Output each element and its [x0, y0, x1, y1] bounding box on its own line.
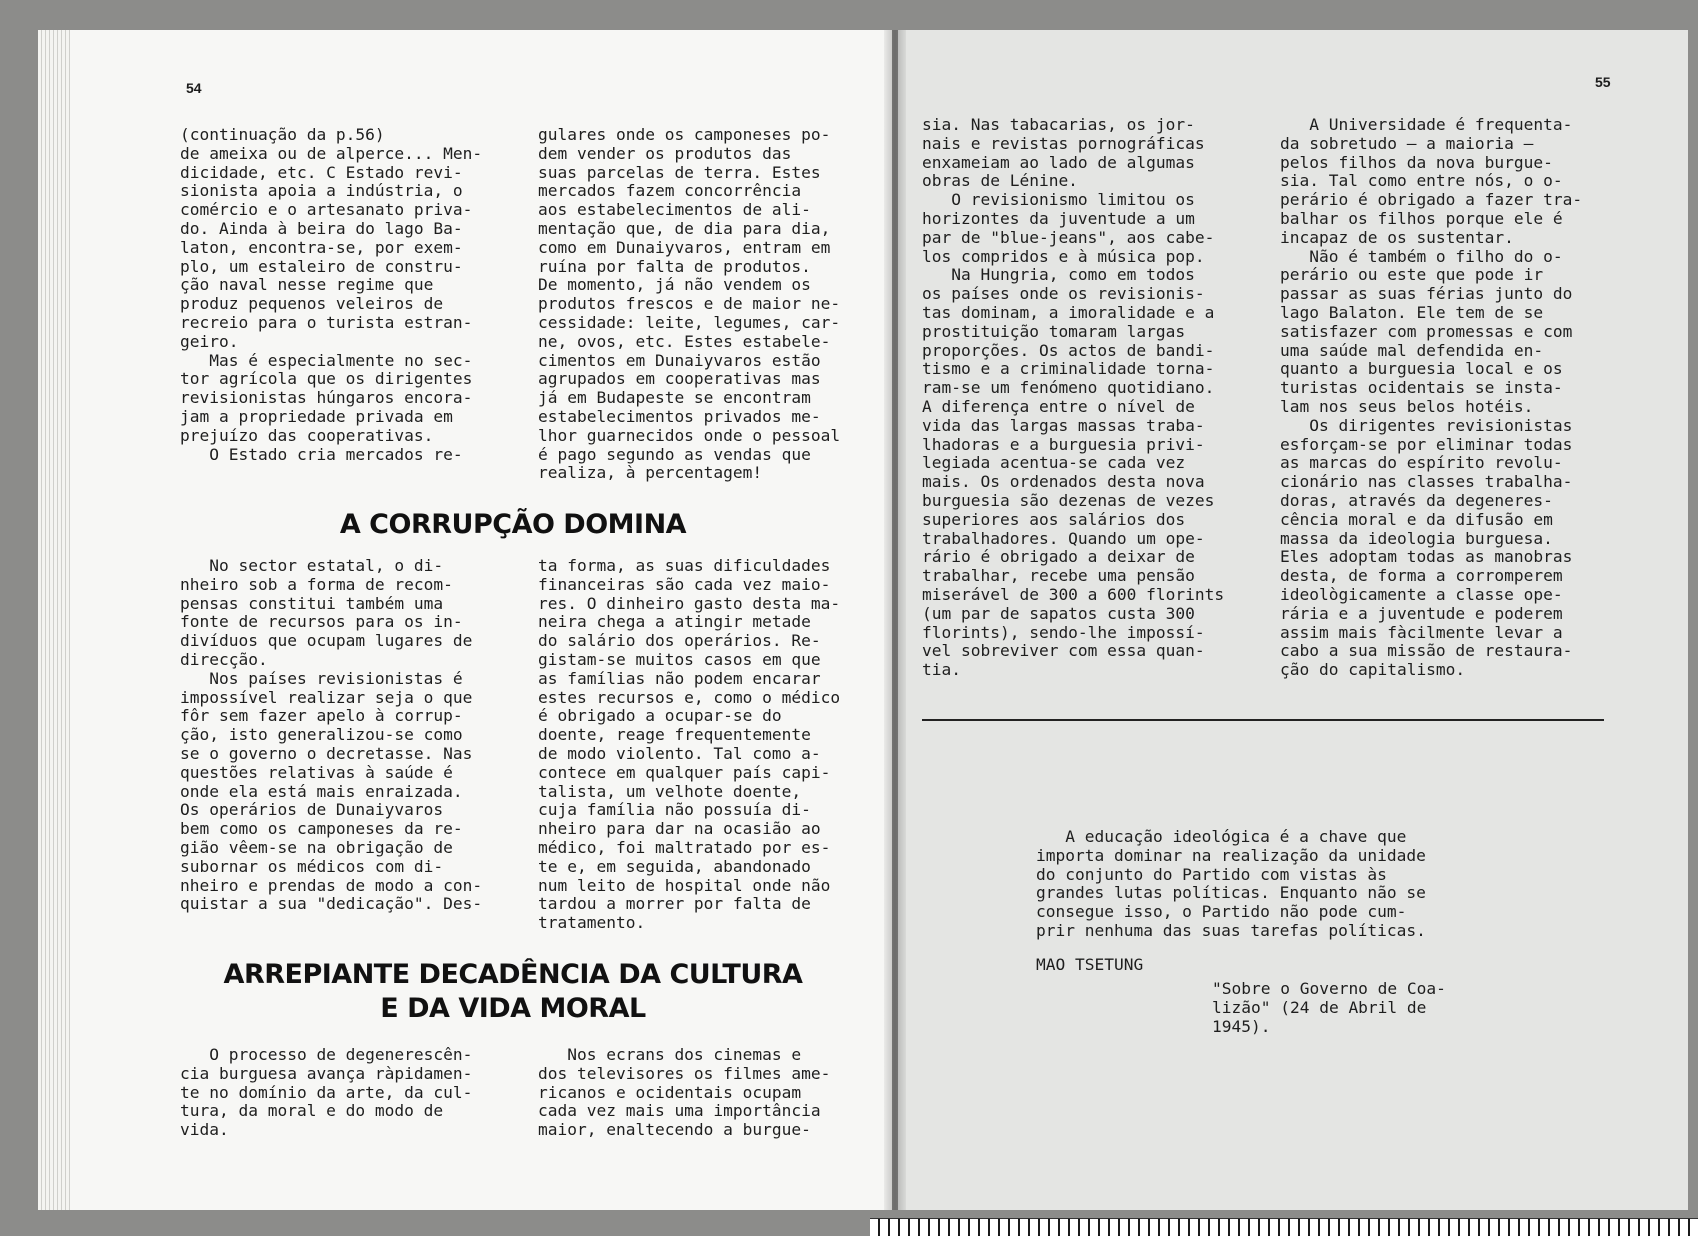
left-column-4: ta forma, as suas dificuldades financeiras são cada vez maio- res. O dinheiro gasto desta ma- neira chega a atingir metade do salário dos operários. Re- gistam-se muitos casos em que as famílias não podem encarar estes recursos e, como o médico é obrigado a ocupar-se do doente, reage frequentemente de modo violento. Tal como a- contece em qualquer país capi- talista, um velhote doente, cuja família não possuía di- nheiro para dar na ocasião ao médico, foi maltratado por es- te e, em seguida, abandonado num leito de hospital onde não tardou a morrer por falta de tratamento.: [538, 556, 841, 933]
quote-author: MAO TSETUNG: [1036, 955, 1144, 974]
right-column-1: sia. Nas tabacarias, os jor- nais e revistas pornográficas enxameiam ao lado de algumas obras de Lénine. O revisionismo limitou os horizontes da juventude a um par de "blue-jeans", aos cabe- los compridos e à música pop. Na Hungria, como em todos os países onde os revisionis- tas dominam, a imoralidade e a prostituição tomaram largas proporções. Os actos de bandi- tismo e a criminalidade torna- ram-se um fenómeno quotidiano. A diferença entre o nível de vida das largas massas traba- lhadoras e a burguesia privi- legiada acentua-se cada vez mais. Os ordenados desta nova burguesia são dezenas de vezes superiores aos salários dos trabalhadores. Quando um ope- rário é obrigado a deixar de trabalhar, recebe uma pensão miserável de 300 a 600 florints (um par de sapatos custa 300 florints), sendo-lhe impossí- vel sobreviver com essa quan- tia.: [922, 115, 1225, 680]
heading-corrupcao: A CORRUPÇÃO DOMINA: [339, 509, 687, 540]
left-column-5: O processo de degenerescên- cia burguesa avança ràpidamen- te no domínio da arte, da cul- tura, da moral e do modo de vida.: [180, 1045, 473, 1140]
book-gutter: [884, 30, 906, 1210]
left-page: [70, 30, 892, 1210]
section-divider: [922, 719, 1604, 721]
left-column-2: gulares onde os camponeses po- dem vender os produtos das suas parcelas de terra. Estes mercados fazem concorrência aos estabelecimentos de ali- mentação que, de dia para dia, como em Dunaiyvaros, entram em ruína por falta de produtos. De momento, já não vendem os produtos frescos e de maior ne- cessidade: leite, legumes, car- ne, ovos, etc. Estes estabele- cimentos em Dunaiyvaros estão agrupados em cooperativas mas já em Budapeste se encontram estabelecimentos privados me- lhor guarnecidos onde o pessoal é pago segundo as vendas que realiza, à percentagem!: [538, 125, 841, 483]
page-number-right: 55: [1595, 74, 1611, 90]
page-number-left: 54: [186, 80, 202, 96]
left-column-3: No sector estatal, o di- nheiro sob a forma de recom- pensas constitui também uma fonte de recursos para os in- divíduos que ocupam lugares de direcção. Nos países revisionistas é impossível realizar seja o que fôr sem fazer apelo à corrup- ção, isto generalizou-se como se o governo o decretasse. Nas questões relativas à saúde é onde ela está mais enraizada. Os operários de Dunaiyvaros bem como os camponeses da re- gião vêem-se na obrigação de subornar os médicos com di- nheiro e prendas de modo a con- quistar a sua "dedicação". Des-: [180, 556, 483, 914]
right-page: [898, 30, 1688, 1210]
quote-text: A educação ideológica é a chave que importa dominar na realização da unidade do conjunto do Partido com vistas às grandes lutas políticas. Enquanto não se consegue isso, o Partido não pode cum- prir nenhuma das suas tarefas políticas.: [1036, 827, 1426, 940]
right-column-2: A Universidade é frequenta- da sobretudo — a maioria — pelos filhos da nova burgue- sia. Tal como entre nós, o o- perário é obrigado a fazer tra- balhar os filhos porque ele é incapaz de os sustentar. Não é também o filho do o- perário ou este que pode ir passar as suas férias junto do lago Balaton. Ele tem de se satisfazer com promessas e com uma saúde mal defendida en- quanto a burguesia local e os turistas ocidentais se insta- lam nos seus belos hotéis. Os dirigentes revisionistas esforçam-se por eliminar todas as marcas do espírito revolu- cionário nas classes trabalha- doras, através da degeneres- cência moral e da difusão em massa da ideologia burguesa. Eles adoptam todas as manobras desta, de forma a corromperem ideològicamente a classe ope- rária e a juventude e poderem assim mais fàcilmente levar a cabo a sua missão de restaura- ção do capitalismo.: [1280, 115, 1583, 680]
quote-source: "Sobre o Governo de Coa- lizão" (24 de Abril de 1945).: [1212, 979, 1446, 1036]
scale-ruler: [870, 1218, 1698, 1236]
left-column-1: (continuação da p.56) de ameixa ou de alperce... Men- dicidade, etc. C Estado revi- sionista apoia a indústria, o comércio e o artesanato priva- do. Ainda à beira do lago Ba- laton, encontra-se, por exem- plo, um estaleiro de constru- ção naval nesse regime que produz pequenos veleiros de recreio para o turista estran- geiro. Mas é especialmente no sec- tor agrícola que os dirigentes revisionistas húngaros encora- jam a propriedade privada em prejuízo das cooperativas. O Estado cria mercados re-: [180, 125, 483, 464]
left-column-6: Nos ecrans dos cinemas e dos televisores os filmes ame- ricanos e ocidentais ocupam cada vez mais uma importância maior, enaltecendo a burgue-: [538, 1045, 831, 1140]
heading-decadencia-line2: E DA VIDA MORAL: [380, 993, 646, 1024]
heading-decadencia-line1: ARREPIANTE DECADÊNCIA DA CULTURA: [223, 959, 803, 990]
